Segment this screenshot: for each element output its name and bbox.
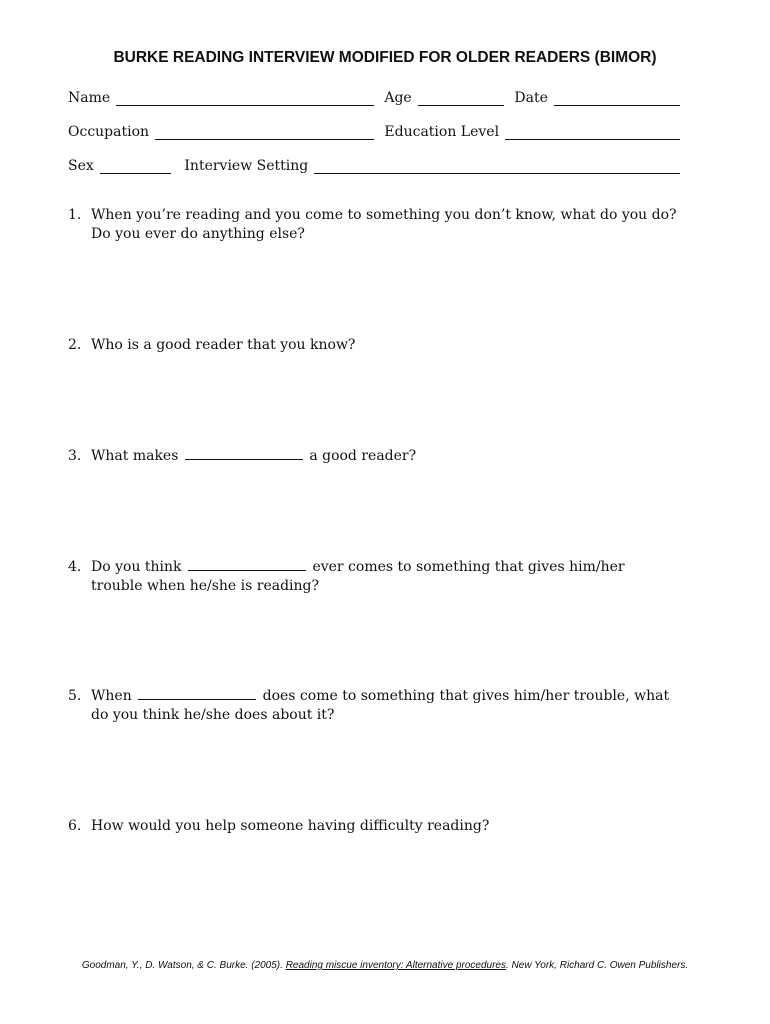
citation-footer xyxy=(0,960,770,971)
education-field[interactable] xyxy=(505,125,680,140)
question-2 xyxy=(68,336,680,355)
name-label: Name xyxy=(68,90,111,106)
header-row-sex xyxy=(68,154,680,174)
header-row-occupation xyxy=(68,120,680,140)
name-field[interactable] xyxy=(116,91,374,106)
date-label: Date xyxy=(514,90,548,106)
occupation-label: Occupation xyxy=(68,124,150,140)
question-number: 3. xyxy=(68,448,82,464)
education-label: Education Level xyxy=(384,124,500,140)
question-text xyxy=(91,558,680,596)
citation-book-title: Reading miscue inventory: Alternative procedures xyxy=(285,960,506,971)
question-5 xyxy=(68,687,680,725)
question-6 xyxy=(68,817,680,836)
setting-field[interactable] xyxy=(314,159,680,174)
setting-label: Interview Setting xyxy=(184,158,309,174)
header-row-name xyxy=(68,86,680,106)
question-text: How would you help someone having difficulty reading? xyxy=(91,818,490,834)
question-number: 2. xyxy=(68,337,82,353)
question-text-after: ever comes to something that gives him/her trouble when he/she is reading? xyxy=(91,559,625,594)
citation-publisher: . New York, Richard C. Owen Publishers. xyxy=(506,960,689,971)
question-text-after: a good reader? xyxy=(309,448,417,464)
reader-name-blank[interactable] xyxy=(188,558,306,571)
age-label: Age xyxy=(384,90,412,106)
document-title: BURKE READING INTERVIEW MODIFIED FOR OLDER READERS (BIMOR) xyxy=(113,49,657,66)
question-4 xyxy=(68,558,680,596)
question-number: 4. xyxy=(68,559,82,575)
sex-label: Sex xyxy=(68,158,94,174)
question-number: 1. xyxy=(68,207,82,223)
reader-name-blank[interactable] xyxy=(185,447,303,460)
question-text: When you’re reading and you come to something you don’t know, what do you do? Do you ever do anything else? xyxy=(91,207,677,242)
question-text-before: When xyxy=(91,688,132,704)
question-number: 5. xyxy=(68,688,82,704)
question-text-before: What makes xyxy=(91,448,179,464)
question-text xyxy=(91,447,680,466)
date-field[interactable] xyxy=(554,91,680,106)
question-text: Who is a good reader that you know? xyxy=(91,337,356,353)
age-field[interactable] xyxy=(418,91,505,106)
occupation-field[interactable] xyxy=(155,125,374,140)
question-text xyxy=(91,687,680,725)
question-3 xyxy=(68,447,680,466)
reader-name-blank[interactable] xyxy=(138,687,256,700)
question-text-before: Do you think xyxy=(91,559,182,575)
question-text-after: does come to something that gives him/her trouble, what do you think he/she does about it? xyxy=(91,688,670,723)
sex-field[interactable] xyxy=(100,159,172,174)
question-number: 6. xyxy=(68,818,82,834)
citation-authors: Goodman, Y., D. Watson, & C. Burke. (2005). xyxy=(81,960,283,971)
question-1 xyxy=(68,206,680,244)
